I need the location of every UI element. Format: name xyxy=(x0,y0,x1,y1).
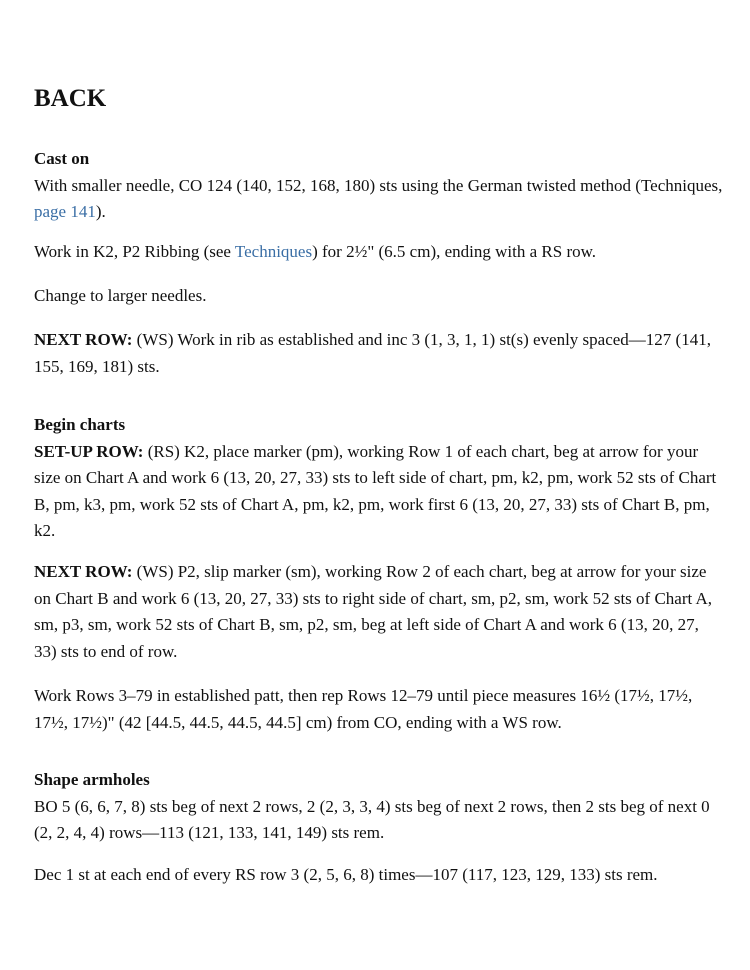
next-row-ws-paragraph xyxy=(34,559,724,665)
change-needles-text: Change to larger needles. xyxy=(34,286,207,305)
setup-row-label: SET-UP ROW: xyxy=(34,441,144,461)
next-row-ws-text: (WS) P2, slip marker (sm), working Row 2 of each chart, beg at arrow for your size on Chart B and work 6 (13, 20, 27, 33) sts to right side of chart, sm, p2, sm, work 52 sts of Chart A, sm, p3, sm, work 52 sts of Chart B, sm, p2, sm, beg at left side of Chart A and work 6 (13, 20, 27, 33) sts to end of row. xyxy=(34,562,713,661)
next-row-ws-label: NEXT ROW: xyxy=(34,562,133,581)
decrease-paragraph xyxy=(34,862,724,889)
ribbing-paragraph xyxy=(34,239,724,266)
page-title: BACK xyxy=(34,85,107,112)
shape-armholes-section xyxy=(34,767,724,847)
techniques-link[interactable]: Techniques xyxy=(234,242,313,261)
cast-on-text-end: ). xyxy=(95,202,106,221)
ribbing-text-end: ) for 2½" (6.5 cm), ending with a RS row. xyxy=(312,242,597,261)
begin-charts-section xyxy=(34,412,724,545)
begin-charts-heading: Begin charts xyxy=(34,415,126,434)
next-row-inc-text: (WS) Work in rib as established and inc 3 (1, 3, 1, 1) st(s) evenly spaced—127 (141, 155, 169, 181) sts. xyxy=(34,330,711,376)
work-rows-text: Work Rows 3–79 in established patt, then rep Rows 12–79 until piece measures 16½ (17½, 17½, 17½, 17½)" (42 [44.5, 44.5, 44.5, 44.5] cm) from CO, ending with a WS row. xyxy=(34,686,693,732)
work-rows-paragraph xyxy=(34,683,724,736)
bind-off-text: BO 5 (6, 6, 7, 8) sts beg of next 2 rows, 2 (2, 3, 3, 4) sts beg of next 2 rows, then 2 sts beg of next 0 (2, 2, 4, 4) rows—113 (121, 133, 141, 149) sts rem. xyxy=(34,796,710,842)
shape-armholes-heading: Shape armholes xyxy=(34,770,150,789)
ribbing-text: Work in K2, P2 Ribbing (see xyxy=(34,242,235,261)
cast-on-text: With smaller needle, CO 124 (140, 152, 168, 180) sts using the German twisted method (Techniques, xyxy=(34,175,723,195)
cast-on-heading: Cast on xyxy=(34,149,90,168)
next-row-inc-paragraph xyxy=(34,327,724,380)
cast-on-section xyxy=(34,146,724,226)
setup-row-text: (RS) K2, place marker (pm), working Row 1 of each chart, beg at arrow for your size on Chart A and work 6 (13, 20, 27, 33) sts to left side of chart, pm, k2, pm, work 52 sts of Chart B, pm, k3, pm, work 52 sts of Chart A, pm, k2, pm, work first 6 (13, 20, 27, 33) sts of Chart B, pm, k2. xyxy=(34,441,717,540)
next-row-label: NEXT ROW: xyxy=(34,330,133,349)
decrease-text: Dec 1 st at each end of every RS row 3 (2, 5, 6, 8) times—107 (117, 123, 129, 133) sts rem. xyxy=(34,865,658,884)
page-141-link[interactable]: page 141 xyxy=(34,202,96,221)
change-needles-paragraph xyxy=(34,283,724,310)
